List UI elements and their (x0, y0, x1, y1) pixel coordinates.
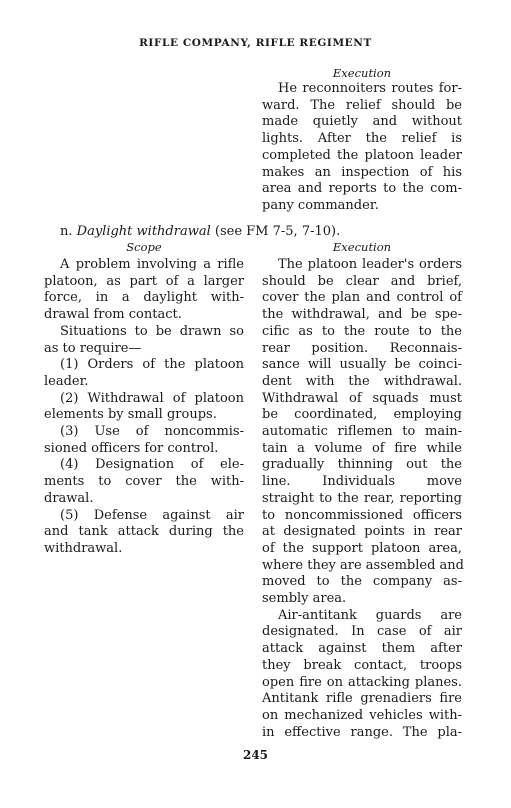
text-line: designated. In case of air (262, 624, 462, 640)
text-line: Air-antitank guards are (278, 607, 462, 623)
text-line: completed the platoon leader (262, 147, 462, 163)
text-line: sioned officers for control. (44, 440, 219, 456)
text-line: automatic riflemen to main- (262, 424, 462, 440)
page-number: 245 (242, 748, 269, 762)
text-line: leader. (44, 373, 89, 389)
section-heading (60, 224, 480, 240)
text-line: straight to the rear, reporting (262, 490, 462, 506)
text-line: cific as to the route to the (262, 323, 462, 339)
text-line: as to require— (44, 340, 142, 356)
running-head: RIFLE COMPANY, RIFLE REGIMENT (139, 37, 372, 49)
text-line: (5) Defense against air (60, 507, 244, 523)
text-line: rear position. Reconnais- (262, 340, 462, 356)
text-line: be coordinated, employing (262, 407, 462, 423)
text-line: platoon, as part of a larger (44, 273, 244, 289)
text-line: area and reports to the com- (262, 181, 462, 197)
text-line: elements by small groups. (44, 407, 217, 423)
text-line: drawal from contact. (44, 307, 182, 323)
text-line: force, in a daylight with- (44, 290, 244, 306)
text-line: tain a volume of fire while (262, 440, 462, 456)
text-line: Antitank rifle grenadiers fire (262, 691, 462, 707)
text-line: makes an inspection of his (262, 164, 462, 180)
text-line: lights. After the relief is (262, 131, 462, 147)
text-line: Withdrawal of squads must (262, 390, 462, 406)
text-line: made quietly and without (262, 114, 462, 130)
text-line: dent with the withdrawal. (262, 373, 462, 389)
top-execution-column (262, 66, 462, 215)
execution-column (262, 240, 462, 741)
text-line: Situations to be drawn so (60, 323, 244, 339)
text-line: (2) Withdrawal of platoon (60, 390, 244, 406)
text-line: sance will usually be coinci- (262, 357, 462, 373)
text-line: A problem involving a rifle (60, 257, 244, 272)
text-line: should be clear and brief, (262, 273, 462, 289)
text-line: The platoon leader's orders (278, 257, 462, 272)
text-line: moved to the company as- (262, 574, 462, 590)
text-line: (1) Orders of the platoon (60, 357, 244, 373)
text-line: of the support platoon area, (262, 540, 462, 556)
text-line: at designated points in rear (262, 524, 462, 540)
text-line: sembly area. (262, 591, 347, 607)
text-line: they break contact, troops (262, 657, 462, 673)
scope-heading: Scope (126, 240, 162, 254)
text-line: ments to cover the with- (44, 474, 244, 490)
text-line: cover the plan and control of (262, 290, 462, 306)
section-reference: (see FM 7-5, 7-10). (214, 224, 341, 239)
text-line: He reconnoiters routes for- (278, 81, 462, 96)
text-line: line. Individuals move (262, 474, 462, 490)
scope-column (44, 240, 244, 558)
execution-heading: Execution (332, 240, 392, 254)
text-line: open fire on attacking planes. (262, 674, 462, 690)
text-line: in effective range. The pla- (262, 724, 462, 740)
top-execution-text (262, 81, 462, 215)
execution-heading-top: Execution (332, 66, 392, 80)
execution-text (262, 257, 462, 741)
text-line: ward. The relief should be (262, 97, 462, 113)
section-letter: n. (60, 224, 73, 239)
text-line: where they are assembled and (262, 557, 464, 573)
text-line: to noncommissioned officers (262, 507, 462, 523)
text-line: attack against them after (262, 641, 462, 657)
text-line: (4) Designation of ele- (60, 457, 244, 473)
text-line: gradually thinning out the (262, 457, 462, 473)
text-line: withdrawal. (44, 540, 123, 556)
text-line: the withdrawal, and be spe- (262, 307, 462, 323)
text-line: pany commander. (262, 197, 379, 213)
text-line: on mechanized vehicles with- (262, 707, 462, 723)
scope-text (44, 257, 244, 558)
section-title: Daylight withdrawal (76, 224, 211, 239)
text-line: drawal. (44, 490, 94, 506)
text-line: and tank attack during the (44, 524, 244, 540)
text-line: (3) Use of noncommis- (60, 424, 244, 440)
